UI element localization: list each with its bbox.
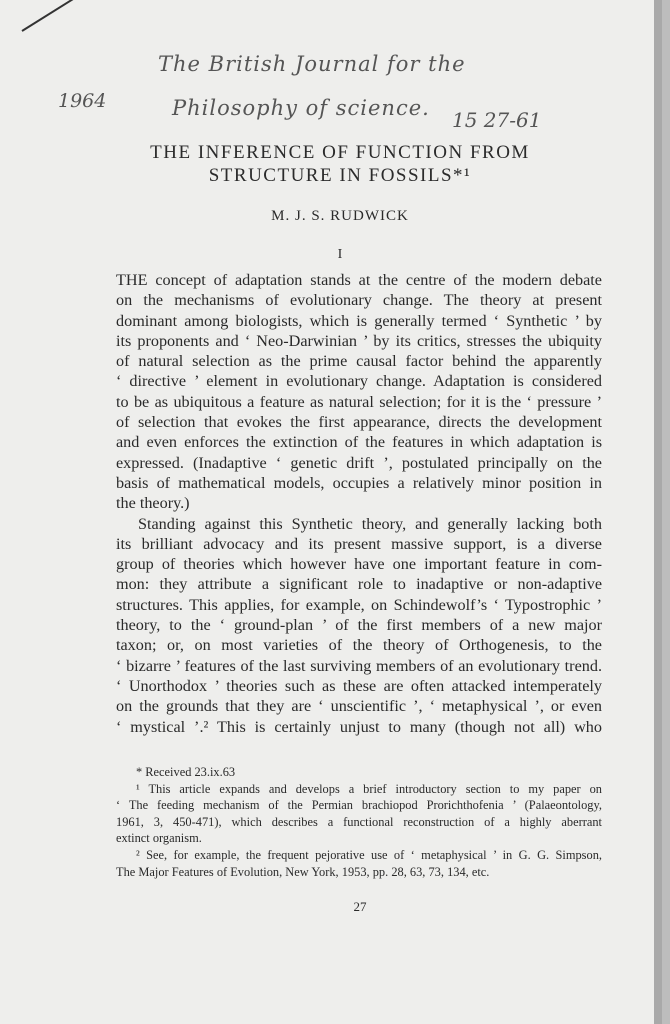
body-line: the theory.) xyxy=(116,494,190,513)
body-line: dominant among biologists, which is generally termed ‘ Synthetic ’ by xyxy=(116,311,602,330)
article-title-line-2: STRUCTURE IN FOSSILS*¹ xyxy=(208,165,472,186)
body-line: ‘ mystical ’.² This is certainly unjust to many (though not all) who xyxy=(116,717,602,736)
footnote-line: 1961, 3, 450-471), which describes a functional reconstruction of a highly aberrant xyxy=(116,814,602,829)
body-line: structures. This applies, for example, on Schindewolf’s ‘ Typostrophic ’ xyxy=(116,595,602,614)
body-line: Standing against this Synthetic theory, and generally lacking both xyxy=(138,514,602,533)
footnotes xyxy=(116,764,602,880)
body-line: mon: they attribute a significant role to inadaptive or non-adaptive xyxy=(116,575,602,594)
author-name: M. J. S. RUDWICK xyxy=(271,208,409,224)
footnote-line: * Received 23.ix.63 xyxy=(136,765,236,779)
section-number: I xyxy=(337,247,343,262)
footnote-line: The Major Features of Evolution, New York, 1953, pp. 28, 63, 73, 134, etc. xyxy=(116,864,490,879)
footnote-line: extinct organism. xyxy=(116,831,202,846)
body-line: on the mechanisms of evolutionary change. The theory at present xyxy=(116,291,602,310)
handwritten-year: 1964 xyxy=(58,90,107,112)
body-line: of selection that evokes the first appearance, directs the development xyxy=(116,413,602,432)
handwritten-journal-line-2: Philosophy of science. xyxy=(172,96,430,120)
body-line: expressed. (Inadaptive ‘ genetic drift ’, postulated principally on the xyxy=(116,453,602,472)
body-line: THE concept of adaptation stands at the centre of the modern debate xyxy=(116,271,602,289)
page-number: 27 xyxy=(353,899,367,914)
body-line: ‘ directive ’ element in evolutionary change. Adaptation is considered xyxy=(116,372,602,391)
body-line: ‘ Unorthodox ’ theories such as these are often attacked intemperately xyxy=(116,676,602,695)
handwritten-journal-line-1: The British Journal for the xyxy=(158,52,466,76)
body-line: and even enforces the extinction of the features in which adaptation is xyxy=(116,433,602,452)
body-text xyxy=(116,270,602,737)
body-line: taxon; or, on most varieties of the theory of Orthogenesis, to the xyxy=(116,636,602,655)
body-line: theory, to the ‘ ground-plan ’ of the first members of a new major xyxy=(116,616,602,635)
body-line: of natural selection as the prime causal factor behind the apparently xyxy=(116,352,602,371)
footnote-line: ² See, for example, the frequent pejorative use of ‘ metaphysical ’ in G. G. Simpson, xyxy=(136,847,602,862)
body-line: ‘ bizarre ’ features of the last surviving members of an evolutionary trend. xyxy=(116,656,602,675)
body-line: on the grounds that they are ‘ unscientific ’, ‘ metaphysical ’, or even xyxy=(116,697,602,716)
article-title-line-1: THE INFERENCE OF FUNCTION FROM xyxy=(150,142,530,163)
footnote-line: ‘ The feeding mechanism of the Permian brachiopod Prorichthofenia ’ (Palaeontology, xyxy=(116,798,602,813)
page-edge xyxy=(654,0,662,1024)
pencil-mark xyxy=(21,0,73,32)
footnote-line: ¹ This article expands and develops a brief introductory section to my paper on xyxy=(136,781,602,796)
body-line: its proponents and ‘ Neo-Darwinian ’ by its critics, stresses the ubiquity xyxy=(116,331,602,350)
body-line: its brilliant advocacy and its present massive support, is a diverse xyxy=(116,534,602,553)
body-line: group of theories which however have one important feature in com- xyxy=(116,555,602,574)
body-line: to be as ubiquitous a feature as natural selection; for it is the ‘ pressure ’ xyxy=(116,392,602,411)
body-line: basis of mathematical models, occupies a relatively minor position in xyxy=(116,473,602,492)
handwritten-volume: 15 27-61 xyxy=(452,108,542,132)
